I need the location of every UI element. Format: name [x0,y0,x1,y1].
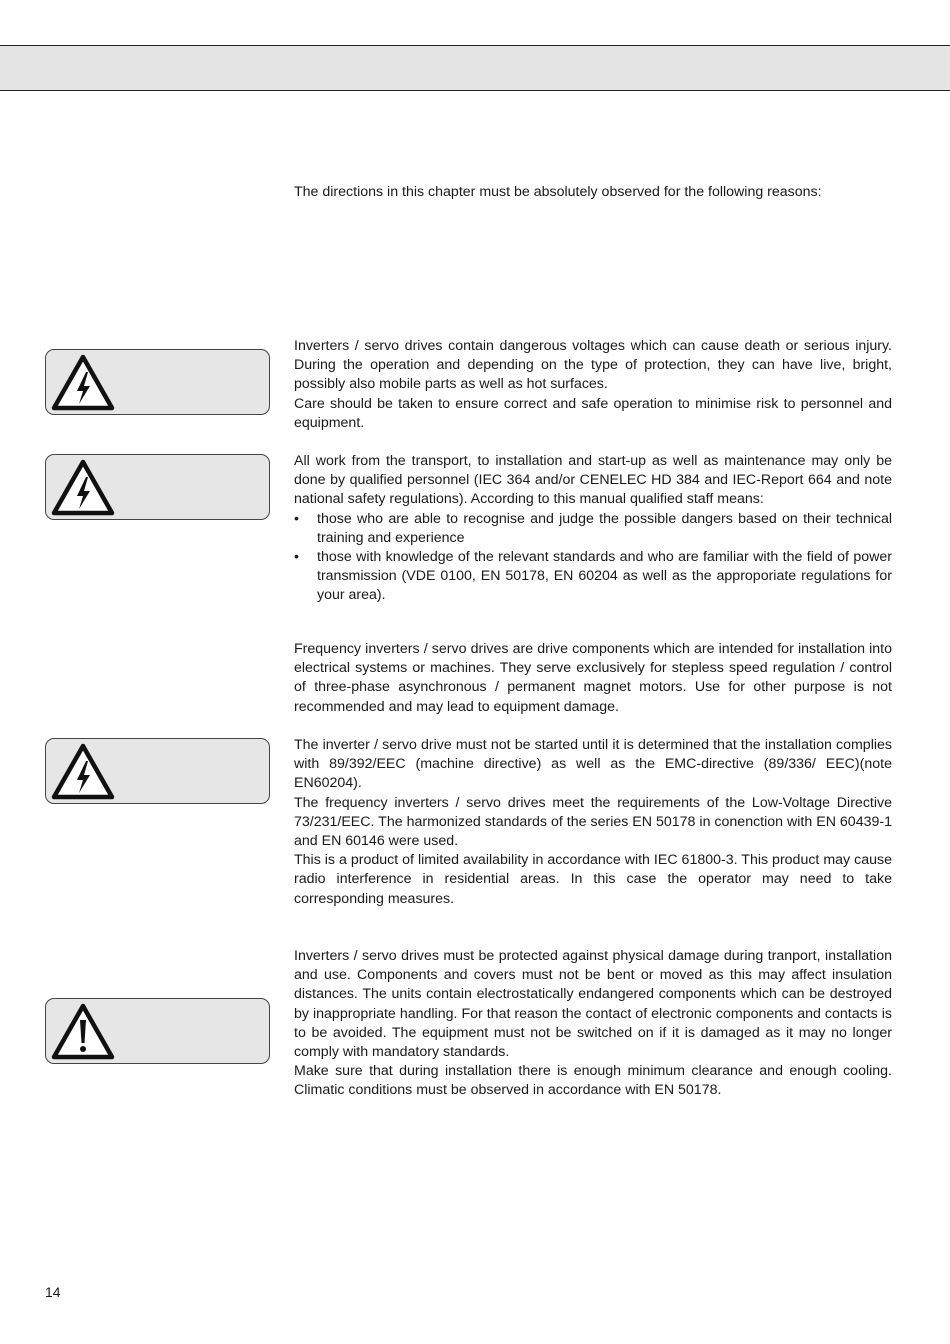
section-directives [294,736,892,909]
header-band [0,45,950,91]
exclamation-warning-icon [51,1003,115,1061]
availability-paragraph: This is a product of limited availability in accordance with IEC 61800-3. This product may cause radio interference in residential areas. In this case the operator may need to take corresponding measures. [294,852,892,907]
section-dangerous-voltages [294,337,892,433]
intended-use-paragraph: Frequency inverters / servo drives are drive components which are intended for installation into electrical systems or machines. They serve exclusively for stepless speed regulation / control of three-phase asynchronous / permanent magnet motors. Use for other purpose is not recommended and may lead to equipment damage. [294,641,892,715]
high-voltage-warning-icon [51,743,115,801]
section-qualified-personnel [294,452,892,606]
list-item-text: those who are able to recognise and judge the possible dangers based on their technical training and experience [317,510,892,546]
bullet-mark: • [294,549,299,566]
protection-paragraph: Inverters / servo drives must be protected against physical damage during tranport, installation and use. Components and covers must not be bent or moved as this may affect insulation distances. The units contain electrostatically endangered components which can be destroyed by inappropriate handling. For that reason the contact of electronic components and contacts is to be avoided. The equipment must not be switched on if it is damaged as it may no longer comply with mandatory standards. [294,948,892,1061]
section-intended-use [294,640,892,717]
high-voltage-warning-icon [51,459,115,517]
personnel-paragraph: All work from the transport, to installation and start-up as well as maintenance may only be done by qualified personnel (IEC 364 and/or CENELEC HD 384 and IEC-Report 664 and note national safety regulations). According to this manual qualified staff means: [294,453,892,508]
section-transport-handling [294,947,892,1101]
intro-paragraph: The directions in this chapter must be absolutely observed for the following reasons: [294,184,822,200]
list-item [294,548,892,606]
intro-text [294,183,892,202]
low-voltage-paragraph: The frequency inverters / servo drives meet the requirements of the Low-Voltage Directive 73/231/EEC. The harmonized standards of the series EN 50178 in conenction with EN 60439-1 and EN 60146 were used. [294,794,892,850]
machine-directive-paragraph: The inverter / servo drive must not be started until it is determined that the installation complies with 89/392/EEC (machine directive) as well as the EMC-directive (89/336/ EEC)(note EN60204). [294,737,892,792]
voltage-paragraph: Inverters / servo drives contain dangerous voltages which can cause death or serious injury. During the operation and depending on the type of protection, they can have live, bright, possibly also mobile parts as well as hot surfaces. [294,338,892,393]
clearance-paragraph: Make sure that during installation there is enough minimum clearance and enough cooling. Climatic conditions must be observed in accordance with EN 50178. [294,1063,892,1099]
list-item-text: those with knowledge of the relevant standards and who are familiar with the field of power transmission (VDE 0100, EN 50178, EN 60204 as well as the approporiate regulations for your area). [317,549,892,604]
list-item [294,510,892,548]
warning-box-directives [45,738,270,804]
warning-box-voltage [45,349,270,415]
bullet-mark: • [294,510,299,527]
qualified-staff-list [294,510,892,606]
high-voltage-warning-icon [51,354,115,412]
care-paragraph: Care should be taken to ensure correct and safe operation to minimise risk to personnel and equipment. [294,395,892,431]
page-number: 14 [45,1284,61,1300]
warning-box-personnel [45,454,270,520]
warning-box-handling [45,998,270,1064]
